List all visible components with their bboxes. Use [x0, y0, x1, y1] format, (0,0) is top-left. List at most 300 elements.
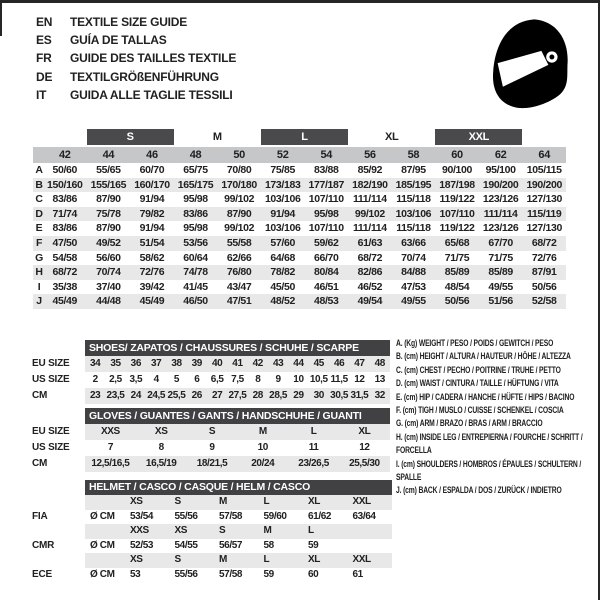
measure-value: 83/86 — [52, 193, 78, 206]
measure-value: 72/76 — [531, 251, 557, 264]
table-row-eu-size — [32, 424, 390, 440]
table-title: GLOVES / GUANTES / GANTS / HANDSCHUHE / GUANTI — [85, 408, 390, 424]
measure-value: 103/106 — [392, 207, 436, 222]
cell-value: 18/21,5 — [187, 456, 238, 472]
helmet-size-label: XS — [170, 524, 215, 539]
helmet-size-label: S — [170, 553, 215, 568]
legend-item-a: A. (Kg) WEIGHT / PESO / POIDS / GEWITCH / PESO — [396, 338, 554, 349]
helmet-size-value: 57/58 — [219, 510, 243, 522]
measure-value: 65/75 — [183, 164, 208, 176]
measure-value: 79/82 — [130, 207, 174, 222]
measure-value: 119/122 — [439, 193, 475, 206]
helmet-size-label: M — [214, 495, 259, 510]
cell-value: 24 — [126, 388, 146, 404]
cell-value: 41 — [227, 356, 247, 372]
legend-item-f: F. (cm) TIGH / MUSLO / CUISSE / SCHENKEL / COSCIA — [396, 405, 564, 417]
measure-letter: D — [33, 207, 43, 222]
measure-value: 56/60 — [96, 251, 121, 264]
measure-value: 71/75 — [444, 251, 470, 264]
cell-value: 39 — [187, 356, 207, 372]
size-group-s: S — [87, 129, 174, 146]
cell-value: 28,5 — [268, 388, 288, 404]
cell-value: XL — [339, 424, 390, 440]
title-spacer — [32, 408, 85, 424]
measure-value: 85/89 — [435, 265, 479, 280]
cell-value: 47 — [349, 356, 369, 372]
helmet-size-label: L — [259, 495, 304, 510]
legend-item-i: I. (cm) SHOULDERS / HOMBROS / ÉPAULES / SCHULTERN / SPALLE — [396, 458, 582, 484]
measure-value: 111/114 — [352, 193, 387, 206]
cell-value: 32 — [370, 388, 390, 404]
measure-value: 46/52 — [357, 280, 383, 293]
measure-value: 60/64 — [183, 251, 208, 264]
helmet-size-label: XXS — [125, 524, 170, 539]
measure-value: 71/74 — [43, 207, 87, 222]
measure-value: 87/90 — [96, 222, 121, 235]
measure-value: 84/88 — [392, 265, 436, 280]
cell-value: 24,5 — [146, 388, 166, 404]
row-label: CM — [32, 456, 85, 472]
language-code: FR — [36, 51, 52, 66]
size-number: 46 — [130, 146, 174, 163]
helmet-size-value: 53/54 — [130, 510, 154, 522]
measure-value: 43/47 — [226, 280, 252, 293]
helmet-size-value: 63/64 — [352, 510, 376, 522]
measure-value: 62/66 — [226, 251, 252, 264]
size-group-m: M — [174, 129, 261, 146]
size-number-spacer — [33, 146, 43, 163]
row-label: EU SIZE — [32, 424, 85, 440]
title-spacer — [32, 340, 85, 356]
helmet-size-label: XXL — [348, 495, 393, 510]
cell-value: 12 — [359, 442, 370, 453]
measure-value: 50/56 — [435, 294, 479, 309]
cell-value: 30,5 — [329, 388, 349, 404]
title-spacer — [32, 480, 85, 495]
language-row — [36, 49, 236, 67]
measure-value: 76/80 — [217, 265, 261, 280]
helmet-size-value: 61 — [352, 568, 363, 580]
legend-item-d: D. (cm) WAIST / CINTURA / TAILLE / HÜFTUNG / VITA — [396, 378, 559, 390]
measure-value: 111/114 — [352, 222, 387, 235]
measure-letter: I — [37, 280, 41, 293]
measure-value: 107/110 — [308, 222, 344, 235]
table-title-row — [32, 408, 390, 424]
measure-value: 54/58 — [52, 251, 78, 264]
measure-value: 170/180 — [217, 178, 261, 193]
cell-value: M — [237, 424, 288, 440]
measure-value: 127/130 — [526, 222, 562, 235]
measure-value: 115/118 — [396, 222, 431, 235]
cell-value: 42 — [248, 356, 268, 372]
cell-value: 29 — [288, 388, 308, 404]
table-title-row — [32, 340, 390, 356]
measure-value: 74/78 — [174, 265, 218, 280]
measure-value: 48/52 — [261, 294, 305, 309]
measure-value: 187/198 — [435, 178, 479, 193]
measure-value: 35/38 — [52, 280, 78, 293]
unit-spacer — [85, 553, 125, 568]
measure-value: 99/102 — [348, 207, 392, 222]
size-group-spacer — [522, 129, 566, 146]
measure-value: 51/54 — [130, 236, 174, 251]
standard-label: FIA — [32, 510, 85, 525]
cell-value: 26 — [187, 388, 207, 404]
cell-value: 27,5 — [227, 388, 247, 404]
measure-letter: C — [35, 193, 43, 206]
measure-value: 68/72 — [522, 236, 566, 251]
cell-value: 43 — [268, 356, 288, 372]
measure-value: 160/170 — [130, 178, 174, 193]
cell-value: 23,5 — [105, 388, 125, 404]
measure-value: 87/90 — [96, 193, 121, 206]
measure-value: 83/86 — [52, 222, 78, 235]
cell-value: 25,5/30 — [339, 456, 390, 472]
row-label: EU SIZE — [32, 356, 85, 372]
legend-item-g: G. (cm) ARM / BRAZO / BRAS / ARM / BRACCIO — [396, 418, 543, 430]
measure-value: 95/100 — [485, 164, 516, 176]
measure-row-e — [33, 221, 566, 236]
row-label: CM — [32, 388, 85, 404]
cell-value: 34 — [85, 356, 105, 372]
table-title-row — [32, 480, 392, 495]
cell-value: 9 — [209, 442, 215, 453]
cell-value: 5 — [173, 374, 180, 385]
cell-value: 28 — [248, 388, 268, 404]
measure-value: 49/55 — [392, 294, 436, 309]
size-number: 44 — [87, 146, 131, 163]
helmet-sizes-row-fia — [32, 495, 392, 510]
measure-value: 83/88 — [314, 164, 339, 176]
measure-value: 39/42 — [139, 280, 165, 293]
language-row — [36, 86, 236, 104]
measure-value: 103/106 — [264, 193, 301, 206]
measure-letter: G — [35, 251, 43, 264]
language-row — [36, 13, 236, 31]
size-number: 48 — [174, 146, 218, 163]
unit-label: Ø CM — [90, 568, 115, 580]
cell-value: 10 — [257, 442, 268, 453]
measure-value: 45/49 — [130, 294, 174, 309]
helmet-size-value: 59 — [263, 568, 274, 580]
measure-value: 95/98 — [183, 222, 208, 235]
legend-item-j: J. (cm) BACK / ESPALDA / DOS / ZURÜCK / INDIETRO — [396, 485, 562, 497]
cell-value: XS — [136, 424, 187, 440]
helmet-icon — [486, 15, 574, 118]
size-number: 52 — [261, 146, 305, 163]
measure-row-a — [33, 163, 566, 178]
measure-value: 185/195 — [392, 178, 436, 193]
table-title: HELMET / CASCO / CASQUE / HELM / CASCO — [85, 480, 392, 495]
helmet-size-value: 59 — [308, 539, 319, 551]
helmet-values-row-fia — [32, 510, 392, 525]
language-row — [36, 31, 236, 49]
cell-value: 16,5/19 — [136, 456, 187, 472]
measure-value: 85/92 — [357, 164, 383, 176]
measure-value: 50/60 — [52, 164, 78, 176]
language-label: TEXTILGRÖßENFÜHRUNG — [70, 69, 219, 84]
cell-value: 8 — [255, 374, 261, 385]
cell-value: 23/26,5 — [288, 456, 339, 472]
measure-letter: E — [35, 222, 43, 235]
measure-value: 87/91 — [522, 265, 566, 280]
cell-value: 8 — [158, 442, 164, 453]
measure-value: 59/62 — [304, 236, 348, 251]
measure-value: 45/50 — [270, 280, 295, 293]
unit-label: Ø CM — [90, 539, 115, 551]
size-group-row — [33, 129, 566, 146]
helmet-size-label: XL — [303, 553, 348, 568]
cell-value: 11,5 — [330, 374, 348, 385]
measure-value: 173/183 — [261, 178, 305, 193]
table-row-us-size — [32, 440, 390, 456]
row-label-spacer — [32, 495, 85, 510]
helmet-size-label — [348, 524, 393, 539]
row-label: US SIZE — [32, 440, 85, 456]
standard-label: CMR — [32, 539, 85, 554]
helmet-size-value: 57/58 — [219, 568, 243, 580]
cell-value: 48 — [370, 356, 390, 372]
measure-value: 87/95 — [401, 164, 426, 176]
helmet-size-label: XS — [125, 495, 170, 510]
measure-row-d — [33, 207, 566, 222]
cell-value: XXS — [85, 424, 136, 440]
measure-value: 44/48 — [87, 294, 131, 309]
cell-value: 10,5 — [309, 374, 328, 385]
measure-value: 60/70 — [139, 164, 165, 176]
measure-value: 65/68 — [435, 236, 479, 251]
measurement-legend — [396, 337, 592, 498]
size-number: 64 — [522, 146, 566, 163]
measure-value: 50/56 — [531, 280, 557, 293]
cell-value: 27 — [207, 388, 227, 404]
helmet-values-row-ece — [32, 568, 392, 583]
measure-value: 127/130 — [526, 193, 562, 206]
measure-value: 46/50 — [174, 294, 218, 309]
cell-value: 30 — [309, 388, 329, 404]
measure-letter: H — [33, 265, 43, 280]
cell-value: 2,5 — [109, 374, 122, 385]
helmet-size-label: S — [170, 495, 215, 510]
measure-row-h — [33, 265, 566, 280]
standard-label: ECE — [32, 568, 85, 583]
measure-value: 37/40 — [96, 280, 121, 293]
helmet-size-label: L — [259, 553, 304, 568]
textile-size-table — [33, 129, 566, 309]
cell-value: 31,5 — [349, 388, 369, 404]
measure-row-j — [33, 294, 566, 309]
helmet-size-value: 54/55 — [174, 539, 198, 551]
measure-value: 80/84 — [304, 265, 348, 280]
measure-value: 58/62 — [139, 251, 165, 264]
cell-value: 9 — [275, 374, 281, 385]
table-row-us-size — [32, 372, 390, 388]
cell-value: 40 — [207, 356, 227, 372]
measure-value: 45/49 — [43, 294, 87, 309]
size-number: 54 — [304, 146, 348, 163]
measure-letter: A — [35, 164, 43, 176]
measure-value: 70/74 — [401, 251, 426, 264]
measure-value: 99/102 — [224, 193, 255, 206]
helmet-size-value: 53 — [130, 568, 141, 580]
unit-label: Ø CM — [90, 510, 115, 522]
measure-value: 48/53 — [304, 294, 348, 309]
cell-value: 25,5 — [166, 388, 186, 404]
measure-value: 155/165 — [87, 178, 131, 193]
size-number: 58 — [392, 146, 436, 163]
measure-value: 47/51 — [217, 294, 261, 309]
size-number: 50 — [217, 146, 261, 163]
helmet-size-table — [32, 480, 392, 583]
measure-value: 68/72 — [43, 265, 87, 280]
cell-value: 45 — [309, 356, 329, 372]
measure-row-i — [33, 280, 566, 295]
measure-row-f — [33, 236, 566, 251]
helmet-values-row-cmr — [32, 539, 392, 554]
measure-value: 49/55 — [488, 280, 513, 293]
helmet-size-label: L — [303, 524, 348, 539]
measure-value: 85/89 — [479, 265, 523, 280]
cell-value: 23 — [85, 388, 105, 404]
helmet-size-label: XXL — [348, 553, 393, 568]
measure-value: 95/98 — [183, 193, 208, 206]
measure-value: 107/110 — [308, 193, 344, 206]
unit-spacer — [85, 524, 125, 539]
measure-value: 115/119 — [522, 207, 566, 222]
cell-value: 7,5 — [231, 374, 244, 385]
cell-value: 38 — [166, 356, 186, 372]
language-label: GUIDA ALLE TAGLIE TESSILI — [70, 87, 233, 102]
measure-value: 72/76 — [130, 265, 174, 280]
measure-value: 70/74 — [87, 265, 131, 280]
measure-value: 67/70 — [479, 236, 523, 251]
measure-value: 91/94 — [261, 207, 305, 222]
cell-value: L — [288, 424, 339, 440]
measure-value: 190/200 — [479, 178, 523, 193]
measure-value: 123/126 — [482, 193, 519, 206]
language-code: IT — [36, 87, 47, 102]
row-label-spacer — [32, 553, 85, 568]
legend-item-c: C. (cm) CHEST / PECHO / POITRINE / TRUHE / PETTO — [396, 364, 561, 376]
measure-value: 90/100 — [442, 164, 473, 176]
helmet-size-value: 52/53 — [130, 539, 154, 551]
size-number: 60 — [435, 146, 479, 163]
shoes-size-table — [32, 340, 390, 404]
measure-value: 41/45 — [183, 280, 208, 293]
cell-value: 11 — [308, 442, 319, 453]
helmet-size-value: 55/56 — [174, 510, 198, 522]
cell-value: S — [187, 424, 238, 440]
cell-value: 20/24 — [237, 456, 288, 472]
measure-letter: J — [33, 294, 43, 309]
cell-value: 12 — [354, 374, 365, 385]
measure-value: 48/54 — [444, 280, 470, 293]
measure-value: 91/94 — [139, 193, 165, 206]
measure-value: 75/78 — [87, 207, 131, 222]
row-label-spacer — [32, 524, 85, 539]
measure-value: 99/102 — [224, 222, 255, 235]
helmet-size-value: 58 — [263, 539, 274, 551]
measure-value: 115/118 — [396, 193, 431, 206]
language-label: TEXTILE SIZE GUIDE — [70, 15, 188, 29]
helmet-size-value: 61/62 — [308, 510, 332, 522]
measure-value: 119/122 — [439, 222, 475, 235]
measure-value: 83/86 — [174, 207, 218, 222]
measure-value: 66/70 — [314, 251, 339, 264]
cell-value: 6,5 — [210, 374, 224, 385]
legend-item-h: H. (cm) INSIDE LEG / ENTREPIERNA / FOURCHE / SCHRITT / FORCELLA — [396, 431, 583, 457]
measure-value: 82/86 — [348, 265, 392, 280]
helmet-size-label: XL — [303, 495, 348, 510]
cell-value: 4 — [153, 374, 159, 385]
measure-value: 63/66 — [392, 236, 436, 251]
measure-value: 75/85 — [270, 164, 295, 176]
helmet-size-label: M — [214, 553, 259, 568]
measure-value: 55/65 — [96, 164, 121, 176]
table-title: SHOES/ ZAPATOS / CHAUSSURES / SCHUHE / SCARPE — [85, 340, 390, 356]
measure-value: 57/60 — [261, 236, 305, 251]
measure-row-b — [33, 178, 566, 193]
size-group-xxl: XXL — [435, 129, 522, 146]
measure-value: 68/72 — [357, 251, 383, 264]
measure-value: 103/106 — [264, 222, 301, 235]
language-code: DE — [36, 69, 53, 84]
measure-row-g — [33, 251, 566, 266]
table-row-cm — [32, 388, 390, 404]
language-list — [36, 13, 236, 104]
cell-value: 36 — [126, 356, 146, 372]
measure-value: 71/75 — [488, 251, 513, 264]
measure-value: 91/94 — [139, 222, 165, 235]
measure-value: 78/82 — [261, 265, 305, 280]
helmet-size-label: S — [214, 524, 259, 539]
cell-value: 3,5 — [129, 374, 143, 385]
table-row-cm — [32, 456, 390, 472]
measure-value: 95/98 — [304, 207, 348, 222]
language-label: GUIDE DES TAILLES TEXTILE — [70, 51, 237, 66]
cell-value: 37 — [146, 356, 166, 372]
helmet-size-value: 59/60 — [263, 510, 287, 522]
measure-letter: B — [33, 178, 43, 193]
language-label: GUÍA DE TALLAS — [70, 33, 167, 48]
measure-value: 52/58 — [522, 294, 566, 309]
language-code: EN — [36, 15, 53, 29]
measure-value: 190/200 — [522, 178, 566, 193]
language-code: ES — [36, 33, 52, 48]
cell-value: 6 — [194, 374, 200, 385]
size-group-l: L — [261, 129, 348, 146]
measure-value: 123/126 — [482, 222, 519, 235]
helmet-size-value — [348, 539, 393, 554]
row-label: US SIZE — [32, 372, 85, 388]
measure-value: 107/110 — [435, 207, 479, 222]
measure-value: 87/90 — [217, 207, 261, 222]
cell-value: 13 — [374, 374, 385, 385]
measure-value: 61/63 — [348, 236, 392, 251]
size-number: 62 — [479, 146, 523, 163]
helmet-sizes-row-cmr — [32, 524, 392, 539]
measure-value: 70/80 — [226, 164, 252, 176]
measure-value: 165/175 — [174, 178, 218, 193]
helmet-size-value: 55/56 — [174, 568, 198, 580]
size-number-row — [33, 146, 566, 163]
measure-value: 55/58 — [217, 236, 261, 251]
cell-value: 2 — [92, 374, 98, 385]
measure-value: 49/52 — [87, 236, 131, 251]
measure-value: 182/190 — [348, 178, 392, 193]
unit-spacer — [85, 495, 125, 510]
helmet-size-value: 56/57 — [219, 539, 243, 551]
